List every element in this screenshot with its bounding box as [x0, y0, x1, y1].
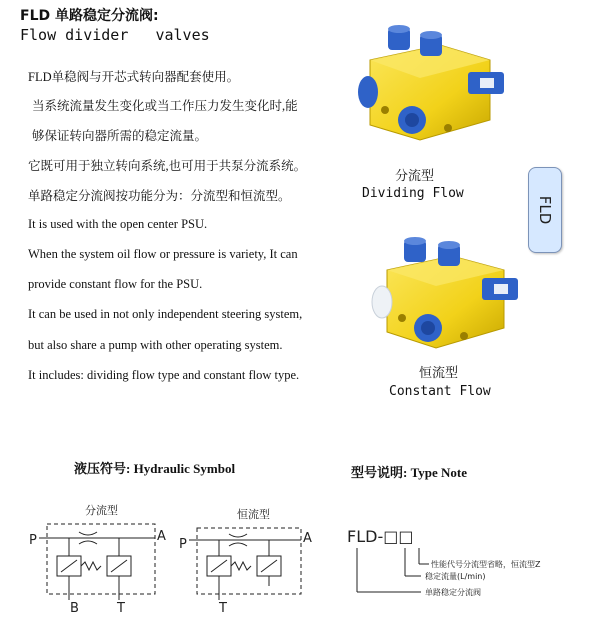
fld-side-tab[interactable]: [528, 167, 562, 253]
type-note-line-2: 稳定流量(L/min): [425, 572, 486, 581]
type-code: FLD-□□: [347, 527, 414, 546]
fld-side-tab-label: FLD: [536, 195, 554, 225]
type-note-line-3: 单路稳定分流阀: [425, 588, 481, 597]
port-b-label: B: [70, 601, 79, 616]
constant-flow-valve-image: [352, 232, 532, 362]
dividing-flow-hydraulic-symbol: [25, 500, 175, 620]
type-note-diagram: [345, 520, 545, 605]
description-line: 它既可用于独立转向系统,也可用于共泵分流系统。: [28, 159, 307, 173]
description-line: It is used with the open center PSU.: [28, 217, 208, 231]
description-line: FLD单稳阀与开芯式转向器配套使用。: [28, 70, 240, 84]
description-line: 当系统流量发生变化或当工作压力发生变化时,能: [32, 99, 298, 113]
constant-flow-caption-cn: 恒流型: [419, 366, 459, 381]
description-line: It includes: dividing flow type and constant flow type.: [28, 368, 300, 382]
dividing-flow-caption-en: Dividing Flow: [362, 186, 464, 201]
port-t-label: T: [219, 601, 227, 616]
description-line: 够保证转向器所需的稳定流量。: [32, 129, 208, 143]
port-p-label: P: [29, 533, 37, 548]
port-a-label: A: [303, 531, 312, 546]
description-line: When the system oil flow or pressure is variety, It can: [28, 247, 298, 261]
port-p-label: P: [179, 537, 187, 552]
description-line: but also share a pump with other operating system.: [28, 338, 283, 352]
page-title-cn: FLD 单路稳定分流阀:: [20, 8, 159, 24]
constant-flow-caption-en: Constant Flow: [389, 384, 491, 399]
description-line: provide constant flow for the PSU.: [28, 277, 203, 291]
type-note-heading: 型号说明: Type Note: [351, 465, 468, 480]
description-line: It can be used in not only independent steering system,: [28, 307, 303, 321]
dividing-flow-caption-cn: 分流型: [395, 169, 435, 184]
dividing-flow-valve-image: [340, 20, 520, 160]
dividing-symbol-label: 分流型: [85, 504, 118, 517]
constant-flow-hydraulic-symbol: [175, 500, 325, 620]
page-title-en: Flow divider valves: [20, 26, 210, 44]
constant-symbol-label: 恒流型: [237, 508, 270, 521]
description-line: 单路稳定分流阀按功能分为：分流型和恒流型。: [28, 189, 291, 203]
type-note-line-1: 性能代号分流型省略，恒流型Z: [431, 560, 541, 569]
port-t-label: T: [117, 601, 125, 616]
port-a-label: A: [157, 529, 166, 544]
hydraulic-symbol-heading: 液压符号: Hydraulic Symbol: [74, 461, 236, 476]
